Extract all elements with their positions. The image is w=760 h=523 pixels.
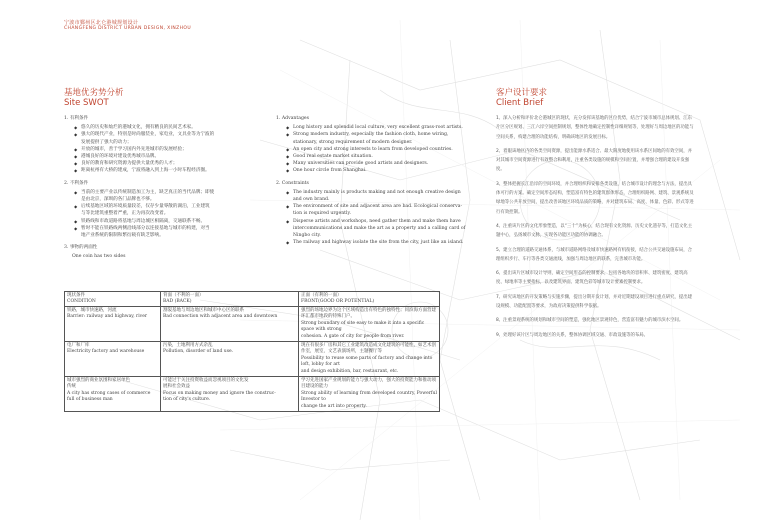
brief-title-en: Client Brief [496, 98, 544, 108]
table-cell: 现在有很多厂房和其它工业建筑改造成文化建筑的可能性，如艺术创 作室，展室，文艺表演场所，主题餐厅等 Possibility to reuse some parts of factory and change into loft, lobby for art and design exhibition, bar, restaurant, etc. [299, 342, 440, 377]
list-item: ◆ 铁路线和市政道路将基地与周边城区相隔离，交通联系不畅。 [74, 218, 264, 225]
table-header-row [65, 292, 440, 307]
table-cell: 学习先进国家产业规划的能力与强大动力，强大的投资能力和推动项 目建设的能力 Strong ability of learning from developed country, Powerful Investor to change the art into property. [299, 377, 440, 412]
list-item: ◆ Many universities can provide good artists and designers. [286, 160, 476, 167]
list-item: ◆ The environment of site and adjacent area are bad. Ecological conserva- [286, 203, 476, 210]
constraints-cn-heading: 2. 不利条件 [64, 180, 89, 186]
brief-paragraph: 6、提出该片区城市设计导则，确定空间形态的控制要求，包括各地块的容积率、建筑密度、建筑高度、绿地率等主要指标，以及建筑界面、建筑色彩等城市设计要素控制要求。 [496, 271, 688, 286]
table-row [65, 377, 440, 412]
swot-en-column [276, 115, 476, 246]
list-item: and own brand. [293, 197, 330, 203]
table-cell: 强烈的场地边界为这个区域构造出有特色的独特性；同滨海方面营建 环汇都市地段的特殊门户。 Strong boundary of site easy to make it into a specific space with strong cohesion. A gate of city for people from river. [299, 307, 440, 342]
matrix-heading: 3. 事物的两面性 [64, 245, 98, 251]
list-item: stationary, strong requirement of modern designer. [293, 139, 413, 145]
list-item: ◆ 港城良好的环境对建设优秀城市品牌。 [74, 153, 264, 160]
list-item: ◆ Strong modern industry, especially the fashion cloth, home wiring, [286, 131, 476, 138]
brief-paragraph: 9、处理好该片区与周边地区的关系，整体协调区域交通、市政设施等的布局。 [496, 332, 649, 338]
swot-matrix-table [64, 291, 440, 412]
list-item: ◆ 开放的城市，善于学习国内外先进城市的发展经验； [74, 146, 264, 153]
brief-paragraph: 1、深入分析和评价北仑港城区的现状，充分发挥该基地的区位优势，结合宁波市城市总体规划、江东片区分区规划、三江六岸空间控制规划，整体性地确定控制性详细规划等，处理好与周边地区的功能与空间关系，构建合理的功能结构，明确该地区的发展目标。 [496, 116, 694, 140]
table-cell: 可能过于关注投资收益而忽视项目的文化发 展和社会效益 Focus on making money and ignore the construc- tion of city's culture. [161, 377, 299, 412]
table-cell: 污染，土地利用方式杂乱 Pollution, disorder of land use. [161, 342, 299, 377]
list-item: ◆ The railway and highway isolate the site from the city, just like an island. [286, 239, 476, 246]
brief-paragraph: 5、建立合理的道路交通体系，与城市道路网络及城市快速路网有机衔接，结合公共交通设施布局，合理组织步行、车行等各类交通流线，加强与周边地区的联系，完善城市功能。 [496, 247, 692, 262]
swot-cn-column [64, 115, 264, 261]
header [64, 20, 191, 32]
constraints-en-list [276, 189, 476, 247]
table-row [65, 307, 440, 342]
table-row [65, 342, 440, 377]
table-cell: 城市强烈的商业氛围和家居单色 传统 A city has strong cases of commerce full of business man [65, 377, 161, 412]
table-header-cell: 背面（不利的一面） BAD (BACK) [161, 292, 299, 307]
brief-paragraph: 3、整体把握长江沿岸的空间环境，并合理组织和安排各类设施，结合城市设计的理念与方法，提出具体可行的方案。确定空间形态结构，塑造富有特色的建筑群体形态，合理组织路网、建筑、景观系统及绿地等公共开放空间，提出改善该地区环境品质的策略，并对建筑布局、高度、体量、色彩、形式等进行有效控制。 [496, 181, 694, 215]
table-header-cell: 现状条件 CONDITION [65, 292, 161, 307]
swot-section-title [64, 88, 124, 108]
brief-paragraph: 8、注重景观系统的规划和城市空间的塑造，强化地区景观特色，营造富有魅力的城市滨水空间。 [496, 318, 684, 324]
header-title-cn: 宁波市鄞州区北仑港城规划设计 [64, 20, 139, 26]
list-item: ◆ Long history and splendid local culture, very excellent grass-root artists. [286, 124, 476, 131]
advantages-cn-heading: 1. 有利条件 [64, 116, 89, 121]
list-item: ◆ 当前的主要产业以传统制造加工为主，缺乏真正的当代品牌；即使 [74, 189, 264, 196]
header-title-en: CHANGFENG DISTRICT URBAN DESIGN, XINZHOU [64, 26, 192, 31]
list-item: ◆ The industry mainly is products making and not enough creative design [286, 189, 476, 196]
brief-paragraph: 7、研究该地区的开发策略与实施步骤，提出分期开发计划，并对近期建设项目进行重点研究，提出建设规模、功能配置等要求，为政府决策提供科学依据。 [496, 294, 692, 310]
advantages-en-list [276, 124, 476, 174]
table-cell: 铁路，城市快速路，河流 Barrier: railway and highway, river [65, 307, 161, 342]
list-item: 与等比建筑重整着严重，正为再次改变着。 [81, 211, 169, 217]
list-item: ◆ 良好的教育和研究资源为提供大量优秀的人才； [74, 160, 264, 167]
client-brief-text [496, 114, 696, 345]
list-item: ◆ An open city and strong interests to learn from developed countries. [286, 146, 476, 153]
matrix-subheading: One coin has two sides [72, 254, 126, 260]
list-item: 发展提供了强大的动力； [81, 139, 132, 145]
list-item: tion is required urgently. [293, 211, 351, 217]
list-item: ◆ 悠久的历史和灿烂的港城文化，拥有精良的民间艺术家。 [74, 124, 264, 131]
list-item: ◆ 距离杭州有大桥的建成，宁波将融入到上海一小时车程经济圈。 [74, 167, 264, 174]
advantages-en-heading: 1. Advantages [276, 116, 309, 121]
list-item: ◆ 暂时不能在铁路线两侧沿线部分以连接基地与城市的构建，对当 [74, 225, 264, 232]
list-item: intercommunications and make the art as a property and a calling card of [293, 225, 466, 231]
list-item: ◆ Good real estate market situation. [286, 153, 476, 160]
brief-paragraph: 4、注重该片区的文化形象塑造，以“三十”为核心，结合现有文化资源、历史文化遗存等，打造文化主题中心，弘扬城市文脉，实现各功能区功能的协调融合。 [496, 223, 693, 239]
list-item: ◆ One hour circle from Shanghai. [286, 167, 476, 174]
constraints-cn-list [64, 189, 264, 239]
list-item: Ningbo city. [293, 233, 321, 239]
swot-title-en: Site SWOT [64, 98, 109, 108]
table-cell: 电厂和厂库 Electricity factory and warehouse [65, 342, 161, 377]
constraints-en-heading: 2. Constraints [276, 180, 309, 186]
advantages-cn-list [64, 124, 264, 174]
table-header-cell: 正面（有利的一面） FRONT(GOOD OR POTENTIAL) [299, 292, 440, 307]
list-item: ◆ 后续基地区域的环境质量较差，仅存少量零散的湖泊，工业建筑 [74, 203, 264, 210]
list-item: ◆ 强大的现代产业，特别是时尚服装业，家电业，文具业等为宁波的 [74, 131, 264, 138]
list-item: ◆ Disperse artists and workshops, need gather them and make them have [286, 218, 476, 225]
brief-title-cn: 客户设计要求 [496, 88, 548, 98]
swot-title-cn: 基地优劣势分析 [64, 88, 124, 98]
brief-paragraph: 2、着眼该地区内的各类空间资源，提出能源水系适合、最大限度地使用该水系区间地的有效空间，并对其城市空间资源进行有效整合和利用，注重各类设施的规模和空间位置，并增强合理的建设开发强度。 [496, 148, 692, 173]
brief-section-title [496, 88, 547, 108]
list-item: 地产业系统的限制和繁衍载有缺乏影响。 [81, 233, 164, 239]
list-item: 是由北京，深圳的各门品牌也不够。 [81, 197, 155, 203]
table-cell: 割裂基地与周边地区和城市中心区的联系 Bad connection with adjacent area and downtown [161, 307, 299, 342]
